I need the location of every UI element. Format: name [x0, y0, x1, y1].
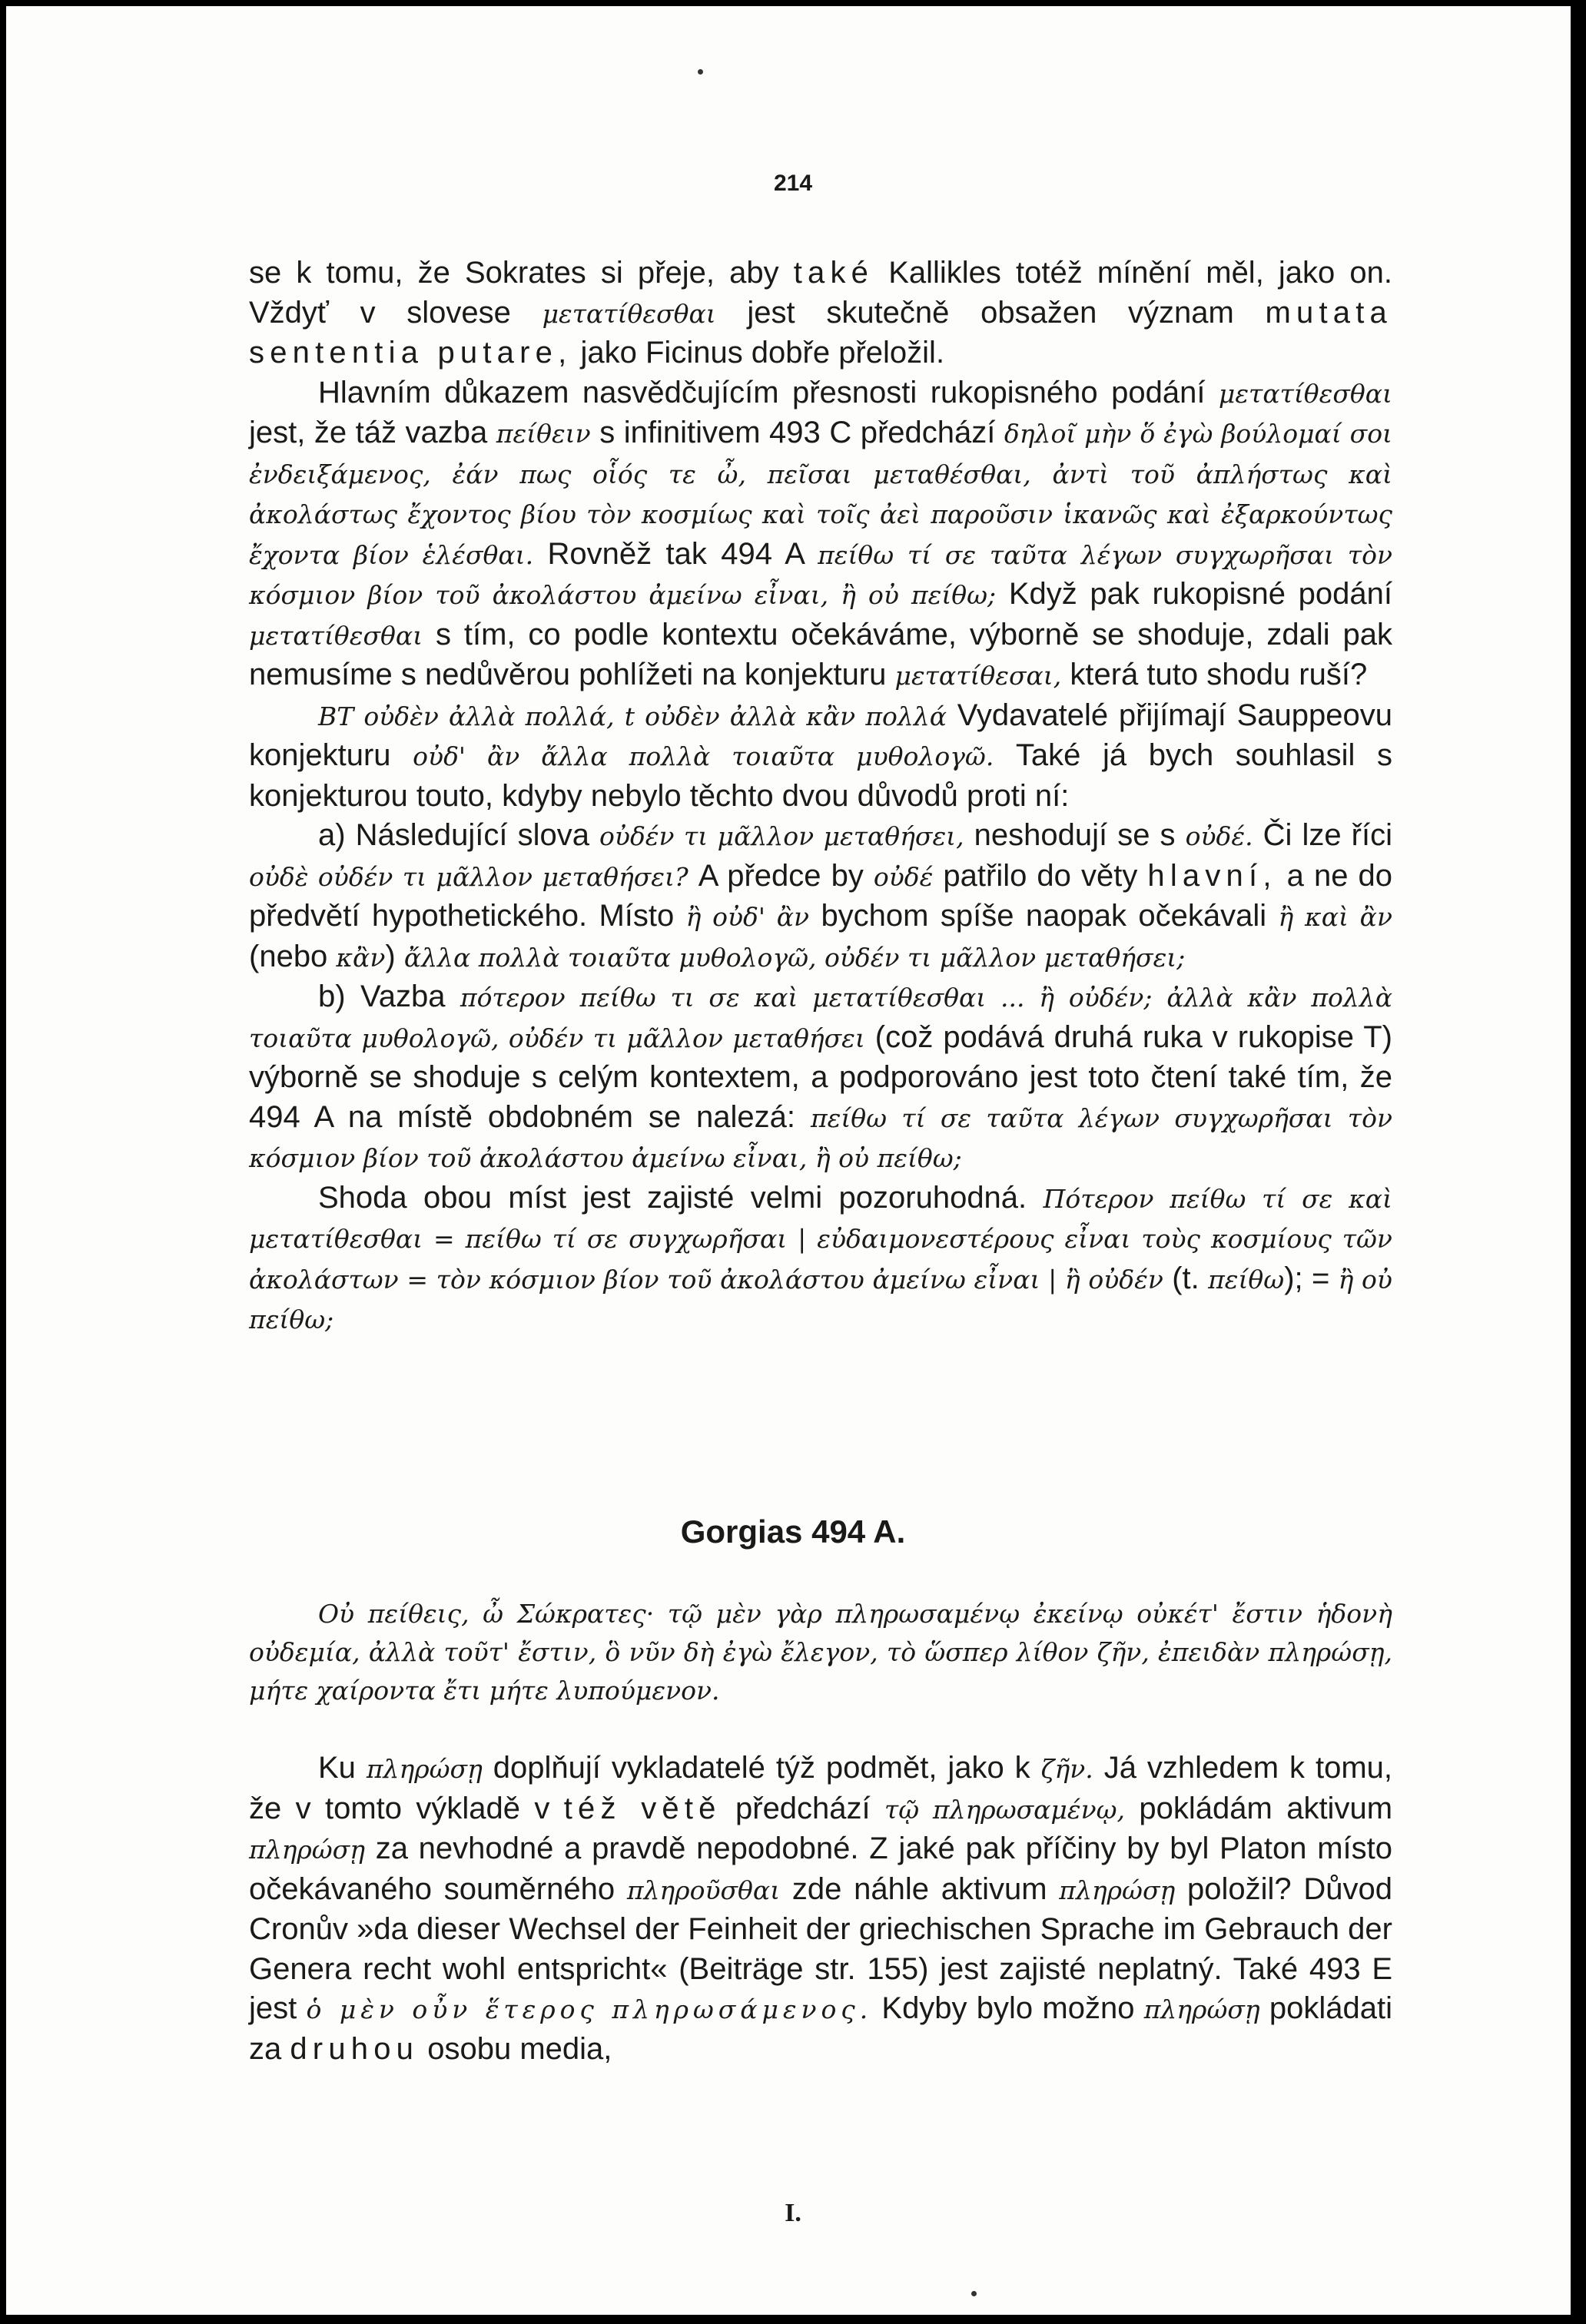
paragraph-7: Ku πληρώσῃ doplňují vykladatelé týž podmět, jako k ζῆν. Já vzhledem k tomu, že v tomto výkladě v též větě předchází τῷ πληρωσαμένῳ, pokládám aktivum πληρώσῃ za nevhodné a pravdě nepodobné. Z jaké pak příčiny by byl Platon místo očekávaného souměrného πληροῦσθαι zde náhle aktivum πληρώσῃ položil? Důvod Cronův »da dieser Wechsel der Feinheit der griechischen Sprache im Gebrauch der Genera recht wohl entspricht« (Beiträge str. 155) jest zajisté neplatný. Také 493 E jest ὁ μὲν οὖν ἕτερος πληρωσάμενος. Kdyby bylo možno πληρώσῃ pokládati za druhou osobu media,	[249, 1751, 1393, 2066]
page-number: 214	[773, 171, 813, 196]
paragraph-2: Hlavním důkazem nasvědčujícím přesnosti rukopisného podání μετατίθεσθαι jest, že táž vazba πείθειν s infinitivem 493 C předchází δηλοῖ μὴν ὅ ἐγὼ βούλομαί σοι ἐνδειξάμενος, ἐάν πως οἷός τε ὦ, πεῖσαι μεταθέσθαι, ἀντὶ τοῦ ἀπλήστως καὶ ἀκολάστως ἔχοντος βίου τὸν κοσμίως καὶ τοῖς ἀεὶ παροῦσιν ἱκανῶς καὶ ἐξαρκούντως ἔχοντα βίον ἑλέσθαι. Rovněž tak 494 A πείθω τί σε ταῦτα λέγων συγχωρῆσαι τὸν κόσμιον βίον τοῦ ἀκολάστου ἀμείνω εἶναι, ἢ οὐ πείθω; Když pak rukopisné podání μετατίθεσθαι s tím, co podle kontextu očekáváme, výborně se shoduje, zdali pak nemusíme s nedůvěrou pohlížeti na konjekturu μετατίθεσαι, která tuto shodu ruší?	[249, 375, 1393, 691]
paragraph-6: Shoda obou míst jest zajisté velmi pozoruhodná. Πότερον πείθω τί σε καὶ μετατίθεσθαι = πείθω τί σε συγχωρῆσαι | εὐδαιμονεστέρους εἶναι τοὺς κοσμίους τῶν ἀκολάστων = τὸν κόσμιον βίον τοῦ ἀκολάστου ἀμείνω εἶναι | ἢ οὐδέν (t. πείθω); = ἢ οὐ πείθω;	[249, 1180, 1392, 1334]
scan-border-bottom	[0, 2315, 1586, 2324]
section-heading: Gorgias 494 A.	[680, 1513, 906, 1550]
speck-mark	[698, 69, 703, 75]
speck-mark	[971, 2291, 977, 2296]
paragraph-5: b) Vazba πότερον πείθω τι σε καὶ μετατίθεσθαι ... ἢ οὐδέν; ἀλλὰ κἂν πολλὰ τοιαῦτα μυθολογῶ, οὐδέν τι μᾶλλον μεταθήσει (což podává druhá ruka v rukopise T) výborně se shoduje s celým kontextem, a podporováno jest toto čtení také tím, že 494 A na místě obdobném se nalezá: πείθω τί σε ταῦτα λέγων συγχωρῆσαι τὸν κόσμιον βίον τοῦ ἀκολάστου ἀμείνω εἶναι, ἢ οὐ πείθω;	[249, 980, 1393, 1173]
paragraph-3: BT οὐδὲν ἀλλὰ πολλά, t οὐδὲν ἀλλὰ κἂν πολλά Vydavatelé přijímají Sauppeovu konjekturu οὐδ' ἂν ἄλλα πολλὰ τοιαῦτα μυθολογῶ. Také já bych souhlasil s konjekturou touto, kdyby nebylo těchto dvou důvodů proti ní:	[249, 698, 1392, 813]
scan-border-right	[1571, 0, 1586, 2324]
paragraph-4: a) Následující slova οὐδέν τι μᾶλλον μεταθήσει, neshodují se s οὐδέ. Či lze říci οὐδὲ οὐδέν τι μᾶλλον μεταθήσει? A předce by οὐδέ patřilo do věty hlavní, a ne do předvětí hypothetického. Místo ἢ οὐδ' ἂν bychom spíše naopak očekávali ἢ καὶ ἂν (nebo κἂν) ἄλλα πολλὰ τοιαῦτα μυθολογῶ, οὐδέν τι μᾶλλον μεταθήσει;	[249, 818, 1393, 973]
paragraph-1: se k tomu, že Sokrates si přeje, aby také Kallikles totéž mínění měl, jako on. Vždyť v slovese μετατίθεσθαι jest skutečně obsažen význam mutata sententia putare, jako Ficinus dobře přeložil.	[249, 256, 1393, 370]
greek-quote: Οὐ πείθεις, ὦ Σώκρατες· τῷ μὲν γὰρ πληρωσαμένῳ ἐκείνῳ οὐκέτ' ἔστιν ἡδονὴ οὐδεμία, ἀλλὰ τοῦτ' ἔστιν, ὃ νῦν δὴ ἐγὼ ἔλεγον, τὸ ὥσπερ λίθον ζῆν, ἐπειδὰν πληρώσῃ, μήτε χαίροντα ἔτι μήτε λυπούμενον.	[249, 1599, 1392, 1706]
body-text-upper	[249, 254, 1392, 1340]
body-text-lower	[249, 1749, 1392, 2069]
signature-mark: I.	[785, 2199, 801, 2227]
